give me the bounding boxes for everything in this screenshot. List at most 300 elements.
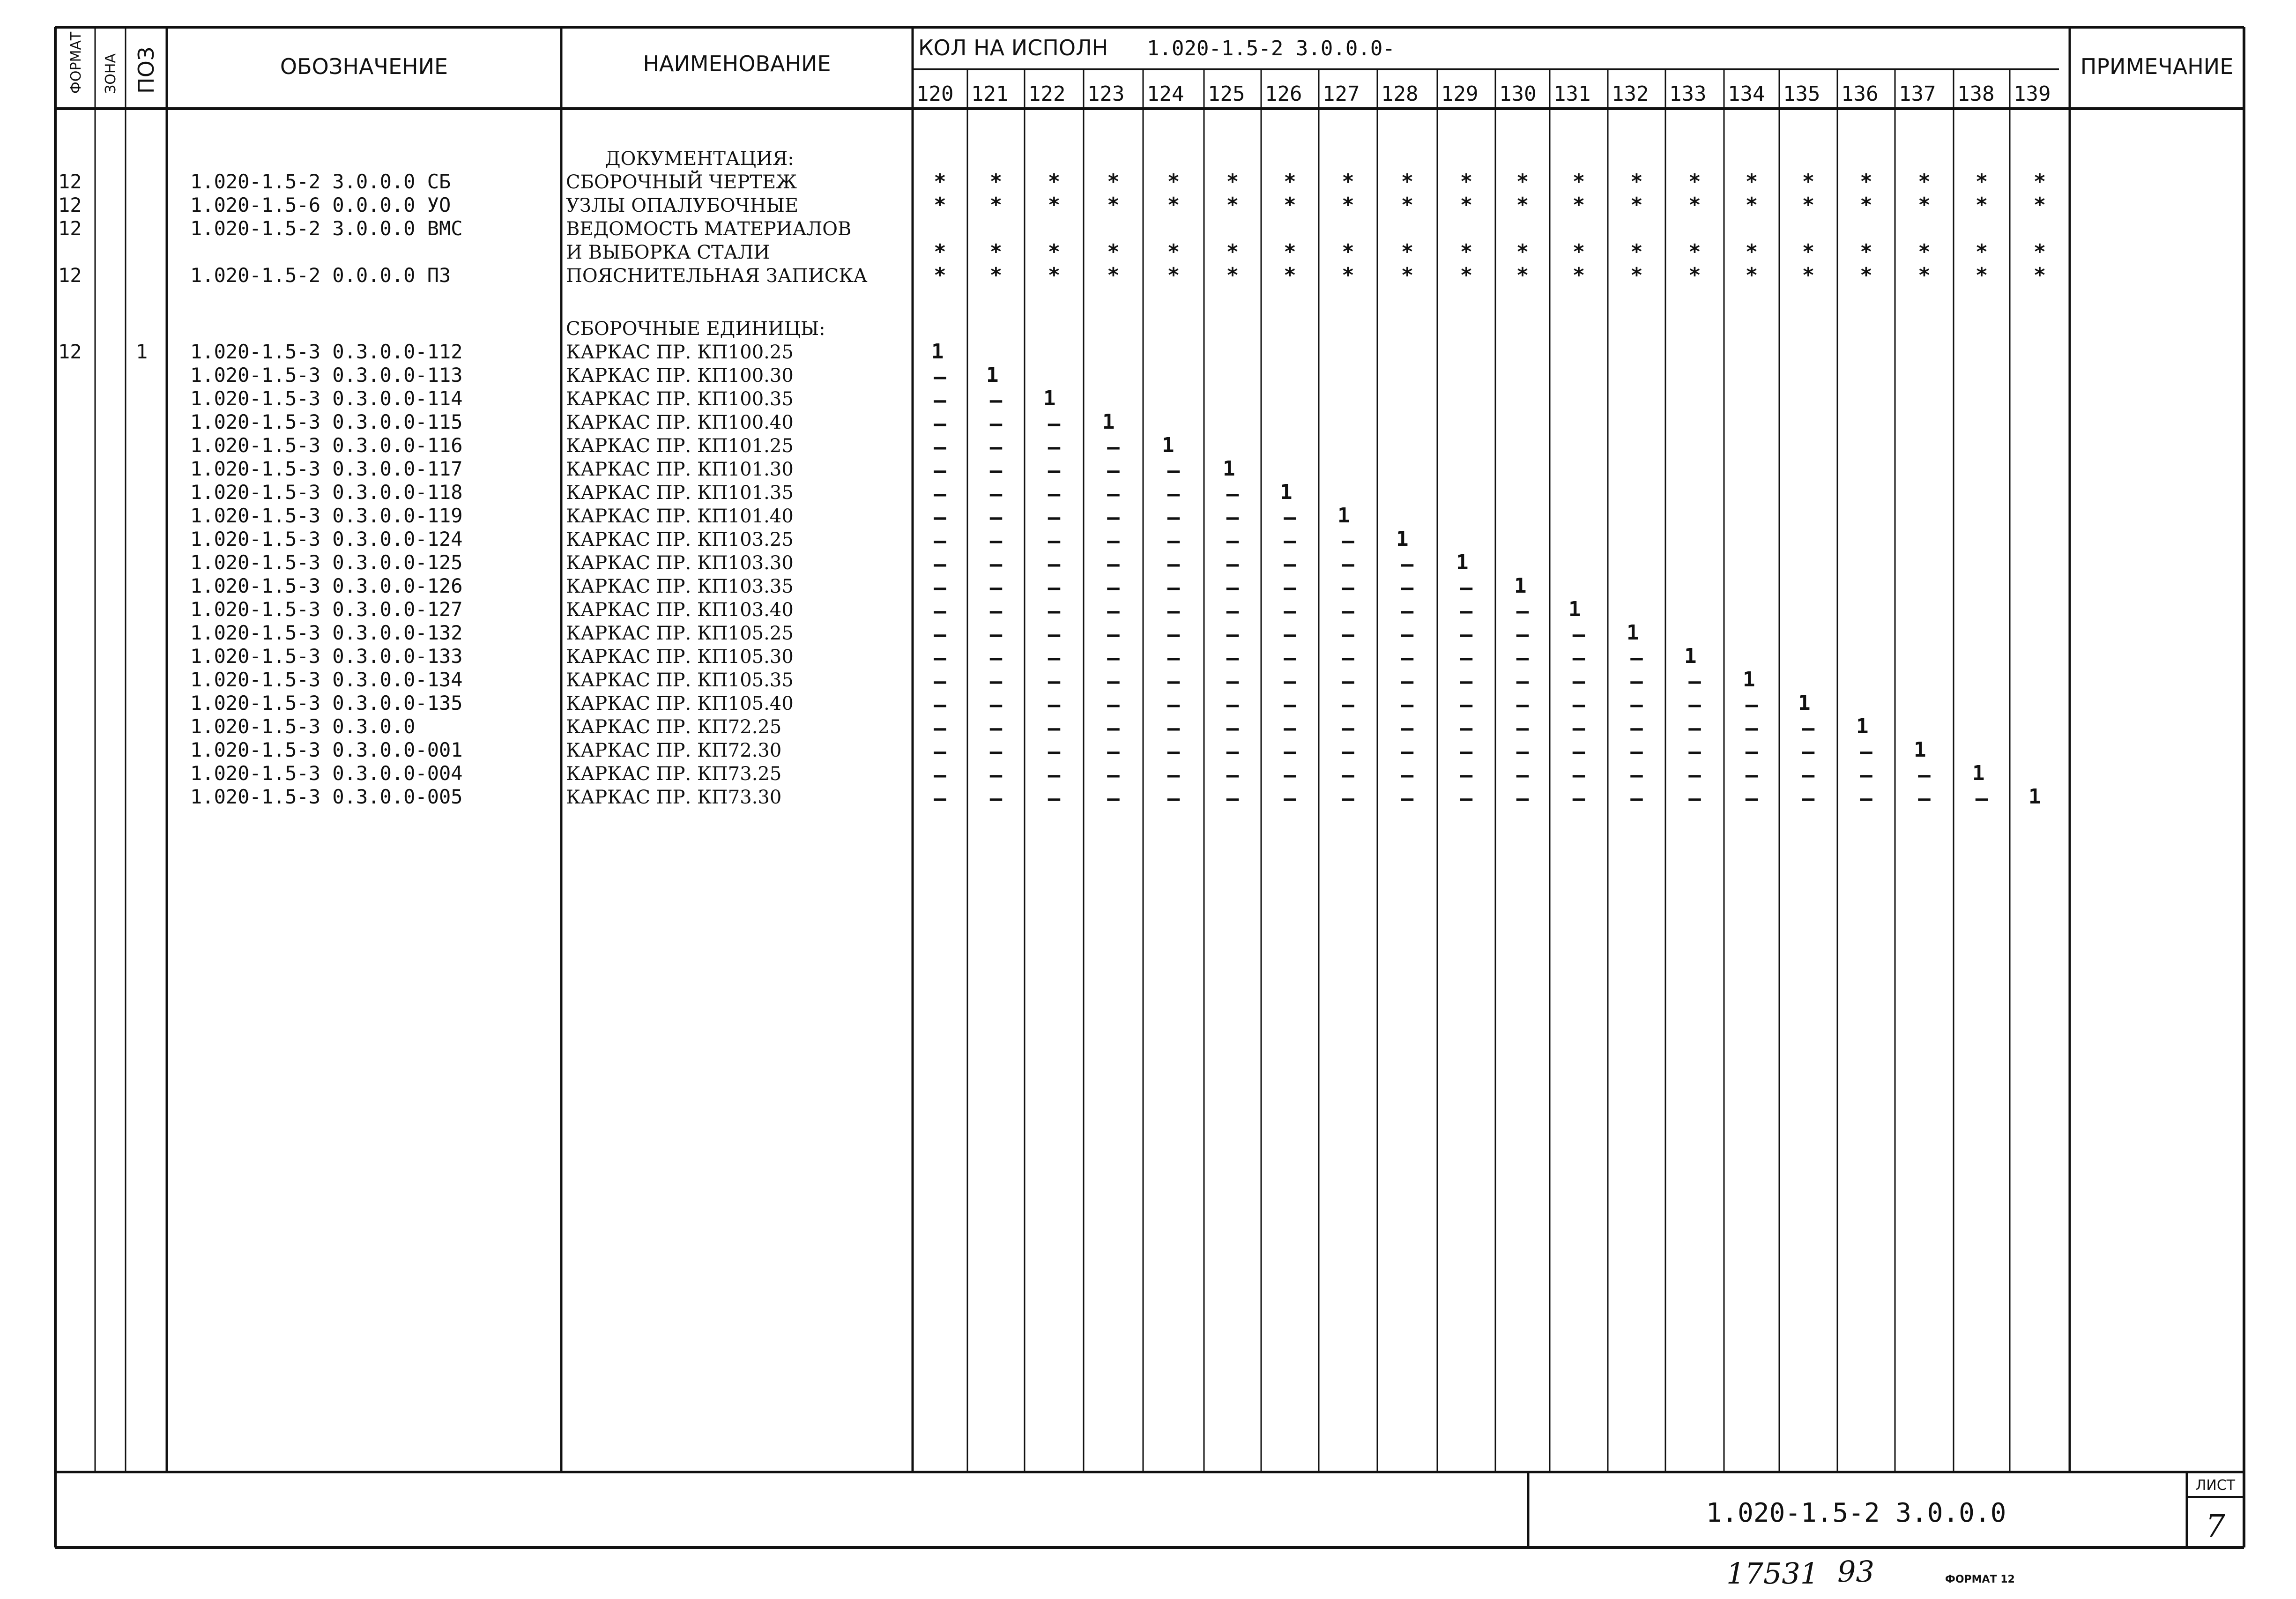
table-row (190, 434, 794, 457)
doc-star-mark: * (1860, 263, 1872, 287)
dash-mark: – (1630, 787, 1643, 811)
row-designation: 1.020-1.5-3 0.3.0.0-117 (190, 457, 463, 480)
quantity-one-mark: 1 (1162, 433, 1174, 457)
table-row (58, 264, 868, 287)
dash-mark: – (1107, 599, 1120, 623)
row-format: 12 (58, 193, 82, 216)
dash-mark: – (1107, 529, 1120, 553)
table-row (190, 481, 794, 504)
dash-mark: – (1107, 646, 1120, 670)
dash-mark: – (1107, 669, 1120, 693)
handwritten-suffix: 93 (1837, 1554, 1874, 1589)
doc-star-mark: * (1107, 240, 1120, 264)
row-name: КАРКАС ПР. КП73.25 (566, 763, 782, 785)
dash-mark: – (1284, 740, 1296, 764)
dash-mark: – (1401, 763, 1414, 787)
doc-star-mark: * (1975, 263, 1988, 287)
doc-star-mark: * (2033, 263, 2046, 287)
variant-column-header: 128 (1381, 82, 1419, 106)
row-designation: 1.020-1.5-2 0.0.0.0 ПЗ (190, 264, 451, 287)
dash-mark: – (934, 576, 946, 600)
table-row (58, 340, 794, 363)
dash-mark: – (1630, 693, 1643, 717)
dash-mark: – (1460, 646, 1473, 670)
doc-star-mark: * (1516, 263, 1529, 287)
dash-mark: – (1284, 552, 1296, 576)
dash-mark: – (1572, 763, 1585, 787)
doc-star-mark: * (1460, 170, 1473, 193)
dash-mark: – (934, 623, 946, 647)
dash-mark: – (1918, 787, 1931, 811)
row-name: КАРКАС ПР. КП105.30 (566, 646, 794, 668)
variants-header: КОЛ НА ИСПОЛН (918, 35, 1108, 60)
doc-star-mark: * (989, 263, 1003, 287)
table-row (190, 528, 794, 550)
dash-mark: – (1630, 669, 1643, 693)
dash-mark: – (1226, 623, 1239, 647)
table-row (190, 621, 794, 644)
variant-column-header: 137 (1899, 82, 1936, 106)
row-name: КАРКАС ПР. КП72.30 (566, 740, 782, 761)
dash-mark: – (934, 669, 946, 693)
doc-star-mark: * (1401, 170, 1414, 193)
quantity-one-mark: 1 (1102, 410, 1115, 434)
doc-star-mark: * (1284, 240, 1296, 264)
table-row (566, 318, 825, 340)
quantity-one-mark: 1 (1223, 457, 1235, 481)
dash-mark: – (1401, 693, 1414, 717)
doc-star-mark: * (1802, 263, 1815, 287)
dash-mark: – (989, 716, 1003, 740)
dash-mark: – (1107, 482, 1120, 506)
dash-mark: – (1226, 552, 1239, 576)
dash-mark: – (1284, 576, 1296, 600)
row-name: КАРКАС ПР. КП103.25 (566, 529, 794, 550)
row-designation: 1.020-1.5-2 3.0.0.0 СБ (190, 170, 451, 193)
variant-column-header: 121 (971, 82, 1009, 106)
dash-mark: – (934, 412, 946, 436)
row-name: КАРКАС ПР. КП103.35 (566, 576, 794, 597)
doc-star-mark: * (1688, 240, 1701, 264)
row-designation: 1.020-1.5-3 0.3.0.0-004 (190, 762, 463, 785)
table-row (566, 242, 770, 263)
variant-column-header: 130 (1499, 82, 1537, 106)
doc-star-mark: * (1048, 193, 1061, 217)
dash-mark: – (934, 365, 946, 389)
dash-mark: – (1167, 599, 1180, 623)
table-row (190, 504, 794, 527)
dash-mark: – (1460, 740, 1473, 764)
dash-mark: – (1167, 482, 1180, 506)
doc-star-mark: * (1401, 263, 1414, 287)
doc-star-mark: * (1630, 170, 1643, 193)
table-row (190, 785, 781, 808)
doc-star-mark: * (1630, 240, 1643, 264)
dash-mark: – (1284, 646, 1296, 670)
dash-mark: – (1802, 740, 1815, 764)
variant-column-header: 135 (1783, 82, 1820, 106)
quantity-one-mark: 1 (1337, 504, 1350, 528)
quantity-one-mark: 1 (1280, 480, 1293, 504)
dash-mark: – (1460, 787, 1473, 811)
dash-mark: – (1048, 529, 1061, 553)
note-column-header: ПРИМЕЧАНИЕ (2080, 54, 2234, 79)
dash-mark: – (1688, 740, 1701, 764)
row-designation: 1.020-1.5-3 0.3.0.0-001 (190, 738, 463, 761)
dash-mark: – (1630, 740, 1643, 764)
dash-mark: – (1342, 763, 1354, 787)
dash-mark: – (1460, 693, 1473, 717)
row-designation: 1.020-1.5-3 0.3.0.0-116 (190, 434, 463, 457)
doc-star-mark: * (1572, 170, 1585, 193)
variant-column-header: 126 (1265, 82, 1302, 106)
dash-mark: – (934, 599, 946, 623)
dash-mark: – (1975, 787, 1988, 811)
dash-mark: – (1688, 787, 1701, 811)
row-designation: 1.020-1.5-3 0.3.0.0-113 (190, 364, 463, 387)
variant-column-header: 123 (1087, 82, 1125, 106)
quantity-one-mark: 1 (1456, 550, 1469, 574)
dash-mark: – (1107, 506, 1120, 529)
dash-mark: – (989, 740, 1003, 764)
doc-star-mark: * (1802, 170, 1815, 193)
quantity-one-mark: 1 (1568, 597, 1581, 621)
row-designation: 1.020-1.5-3 0.3.0.0-126 (190, 574, 463, 597)
dash-mark: – (1342, 693, 1354, 717)
row-designation: 1.020-1.5-3 0.3.0.0 (190, 715, 416, 738)
row-name: КАРКАС ПР. КП72.25 (566, 716, 782, 738)
dash-mark: – (1572, 787, 1585, 811)
variant-quantity-marks (931, 170, 2046, 811)
doc-star-mark: * (1688, 263, 1701, 287)
dash-mark: – (1401, 646, 1414, 670)
quantity-one-mark: 1 (1914, 738, 1926, 762)
quantity-one-mark: 1 (986, 363, 999, 387)
dash-mark: – (1284, 506, 1296, 529)
row-name: КАРКАС ПР. КП105.25 (566, 623, 794, 644)
doc-star-mark: * (1572, 240, 1585, 264)
variant-column-header: 133 (1669, 82, 1707, 106)
doc-star-mark: * (1975, 170, 1988, 193)
dash-mark: – (1745, 740, 1758, 764)
doc-star-mark: * (2033, 170, 2046, 193)
doc-star-mark: * (1107, 263, 1120, 287)
variant-column-header: 122 (1028, 82, 1066, 106)
quantity-one-mark: 1 (931, 340, 944, 364)
dash-mark: – (1516, 646, 1529, 670)
doc-star-mark: * (1630, 263, 1643, 287)
doc-star-mark: * (1048, 263, 1061, 287)
table-row (190, 668, 794, 691)
quantity-one-mark: 1 (1856, 714, 1869, 738)
dash-mark: – (1516, 599, 1529, 623)
doc-star-mark: * (1342, 170, 1354, 193)
dash-mark: – (1226, 529, 1239, 553)
dash-mark: – (1460, 763, 1473, 787)
dash-mark: – (1572, 669, 1585, 693)
doc-star-mark: * (1284, 170, 1296, 193)
dash-mark: – (934, 787, 946, 811)
row-designation: 1.020-1.5-2 3.0.0.0 ВМС (190, 217, 463, 240)
dash-mark: – (934, 646, 946, 670)
dash-mark: – (1688, 669, 1701, 693)
variant-column-header: 120 (916, 82, 954, 106)
dash-mark: – (989, 529, 1003, 553)
dash-mark: – (1048, 623, 1061, 647)
dash-mark: – (1688, 693, 1701, 717)
variant-column-header: 132 (1612, 82, 1649, 106)
doc-star-mark: * (1460, 240, 1473, 264)
doc-star-mark: * (1745, 193, 1758, 217)
doc-star-mark: * (1342, 240, 1354, 264)
doc-star-mark: * (1167, 263, 1180, 287)
dash-mark: – (1745, 787, 1758, 811)
quantity-one-mark: 1 (1396, 527, 1409, 551)
format-note: ФОРМАТ 12 (1945, 1574, 2015, 1585)
doc-star-mark: * (1460, 193, 1473, 217)
section-heading: ДОКУМЕНТАЦИЯ: (605, 148, 794, 170)
dash-mark: – (1342, 669, 1354, 693)
dash-mark: – (989, 552, 1003, 576)
dash-mark: – (1048, 669, 1061, 693)
variant-column-header: 134 (1728, 82, 1765, 106)
doc-star-mark: * (2033, 193, 2046, 217)
row-name: КАРКАС ПР. КП105.35 (566, 669, 794, 691)
doc-star-mark: * (1630, 193, 1643, 217)
doc-star-mark: * (1516, 240, 1529, 264)
dash-mark: – (1167, 669, 1180, 693)
row-designation: 1.020-1.5-3 0.3.0.0-115 (190, 410, 463, 433)
dash-mark: – (1167, 459, 1180, 483)
dash-mark: – (1572, 693, 1585, 717)
dash-mark: – (989, 506, 1003, 529)
dash-mark: – (1401, 599, 1414, 623)
doc-star-mark: * (989, 240, 1003, 264)
dash-mark: – (1048, 763, 1061, 787)
dash-mark: – (1860, 763, 1872, 787)
quantity-one-mark: 1 (1743, 668, 1755, 692)
doc-star-mark: * (1516, 193, 1529, 217)
doc-star-mark: * (1226, 240, 1239, 264)
dash-mark: – (989, 763, 1003, 787)
doc-star-mark: * (1226, 170, 1239, 193)
quantity-one-mark: 1 (2029, 785, 2041, 809)
dash-mark: – (1107, 740, 1120, 764)
dash-mark: – (989, 599, 1003, 623)
dash-mark: – (1107, 716, 1120, 740)
row-designation: 1.020-1.5-3 0.3.0.0-005 (190, 785, 463, 808)
dash-mark: – (1107, 459, 1120, 483)
dash-mark: – (1284, 623, 1296, 647)
dash-mark: – (1107, 576, 1120, 600)
position-column-header: ПОЗ (134, 46, 159, 94)
doc-star-mark: * (1975, 193, 1988, 217)
dash-mark: – (1284, 669, 1296, 693)
title-block-code: 1.020-1.5-2 3.0.0.0 (1706, 1498, 2006, 1528)
row-name: КАРКАС ПР. КП100.40 (566, 412, 794, 433)
doc-star-mark: * (1860, 170, 1872, 193)
dash-mark: – (1342, 787, 1354, 811)
dash-mark: – (1630, 716, 1643, 740)
quantity-one-mark: 1 (1684, 644, 1697, 668)
row-designation: 1.020-1.5-3 0.3.0.0-124 (190, 528, 463, 550)
dash-mark: – (1048, 576, 1061, 600)
row-name: КАРКАС ПР. КП101.25 (566, 435, 794, 457)
dash-mark: – (989, 435, 1003, 459)
dash-mark: – (1048, 693, 1061, 717)
doc-star-mark: * (1460, 263, 1473, 287)
doc-star-mark: * (1048, 240, 1061, 264)
row-name: ПОЯСНИТЕЛЬНАЯ ЗАПИСКА (566, 265, 868, 287)
doc-star-mark: * (1401, 193, 1414, 217)
variant-column-header: 129 (1441, 82, 1479, 106)
dash-mark: – (1802, 716, 1815, 740)
row-name: КАРКАС ПР. КП100.35 (566, 388, 794, 410)
doc-star-mark: * (1802, 240, 1815, 264)
dash-mark: – (989, 388, 1003, 412)
doc-star-mark: * (1284, 263, 1296, 287)
row-name: КАРКАС ПР. КП103.40 (566, 599, 794, 621)
table-row (190, 738, 781, 761)
doc-star-mark: * (1342, 263, 1354, 287)
table-row (190, 574, 794, 597)
dash-mark: – (1516, 787, 1529, 811)
doc-star-mark: * (1860, 240, 1872, 264)
dash-mark: – (1630, 646, 1643, 670)
doc-star-mark: * (1918, 263, 1931, 287)
dash-mark: – (1048, 435, 1061, 459)
table-row (190, 692, 794, 714)
dash-mark: – (1226, 646, 1239, 670)
table-row (58, 170, 797, 193)
dash-mark: – (1167, 693, 1180, 717)
dash-mark: – (1048, 482, 1061, 506)
dash-mark: – (1167, 787, 1180, 811)
dash-mark: – (1048, 787, 1061, 811)
dash-mark: – (1572, 716, 1585, 740)
table-row (605, 148, 794, 170)
doc-star-mark: * (989, 193, 1003, 217)
row-name: СБОРОЧНЫЙ ЧЕРТЕЖ (566, 171, 797, 193)
row-name: КАРКАС ПР. КП101.40 (566, 506, 794, 527)
row-designation: 1.020-1.5-3 0.3.0.0-118 (190, 481, 463, 504)
dash-mark: – (934, 740, 946, 764)
dash-mark: – (1745, 716, 1758, 740)
doc-star-mark: * (1226, 263, 1239, 287)
row-format: 12 (58, 340, 82, 363)
dash-mark: – (1226, 740, 1239, 764)
dash-mark: – (1167, 529, 1180, 553)
dash-mark: – (934, 388, 946, 412)
zone-column-header: ЗОНА (103, 53, 119, 94)
table-row (190, 598, 794, 621)
doc-star-mark: * (1401, 240, 1414, 264)
quantity-one-mark: 1 (1043, 387, 1056, 410)
doc-star-mark: * (1107, 170, 1120, 193)
variant-column-header: 131 (1553, 82, 1591, 106)
dash-mark: – (989, 459, 1003, 483)
dash-mark: – (1107, 623, 1120, 647)
dash-mark: – (1107, 552, 1120, 576)
row-name: КАРКАС ПР. КП101.30 (566, 459, 794, 480)
variants-base-code: 1.020-1.5-2 3.0.0.0- (1147, 37, 1395, 60)
dash-mark: – (1745, 763, 1758, 787)
dash-mark: – (934, 459, 946, 483)
row-name: И ВЫБОРКА СТАЛИ (566, 242, 770, 263)
dash-mark: – (934, 552, 946, 576)
dash-mark: – (989, 482, 1003, 506)
dash-mark: – (1107, 787, 1120, 811)
dash-mark: – (1048, 646, 1061, 670)
dash-mark: – (1284, 787, 1296, 811)
dash-mark: – (989, 693, 1003, 717)
dash-mark: – (989, 669, 1003, 693)
table-row (190, 551, 794, 574)
dash-mark: – (1516, 763, 1529, 787)
doc-star-mark: * (1688, 170, 1701, 193)
dash-mark: – (1342, 599, 1354, 623)
dash-mark: – (1572, 740, 1585, 764)
dash-mark: – (934, 506, 946, 529)
row-designation: 1.020-1.5-3 0.3.0.0-125 (190, 551, 463, 574)
row-name: КАРКАС ПР. КП105.40 (566, 693, 794, 714)
quantity-one-mark: 1 (1798, 691, 1811, 715)
dash-mark: – (1226, 693, 1239, 717)
dash-mark: – (1401, 716, 1414, 740)
dash-mark: – (1572, 623, 1585, 647)
doc-star-mark: * (2033, 240, 2046, 264)
dash-mark: – (1226, 716, 1239, 740)
doc-star-mark: * (1284, 193, 1296, 217)
dash-mark: – (1284, 763, 1296, 787)
dash-mark: – (1226, 576, 1239, 600)
row-format: 12 (58, 217, 82, 240)
dash-mark: – (1167, 506, 1180, 529)
section-heading: СБОРОЧНЫЕ ЕДИНИЦЫ: (566, 318, 825, 340)
row-designation: 1.020-1.5-3 0.3.0.0-132 (190, 621, 463, 644)
dash-mark: – (1342, 646, 1354, 670)
dash-mark: – (1688, 763, 1701, 787)
doc-star-mark: * (1975, 240, 1988, 264)
dash-mark: – (1048, 412, 1061, 436)
dash-mark: – (1401, 740, 1414, 764)
dash-mark: – (934, 693, 946, 717)
doc-star-mark: * (1745, 170, 1758, 193)
doc-star-mark: * (1745, 263, 1758, 287)
doc-star-mark: * (934, 170, 946, 193)
row-designation: 1.020-1.5-3 0.3.0.0-134 (190, 668, 463, 691)
dash-mark: – (1107, 435, 1120, 459)
dash-mark: – (1048, 459, 1061, 483)
doc-star-mark: * (1572, 193, 1585, 217)
doc-star-mark: * (1342, 193, 1354, 217)
dash-mark: – (1745, 693, 1758, 717)
quantity-one-mark: 1 (1627, 621, 1639, 645)
spec-rows (58, 148, 868, 808)
doc-star-mark: * (1918, 240, 1931, 264)
variant-column-header: 139 (2014, 82, 2051, 106)
row-designation: 1.020-1.5-3 0.3.0.0-112 (190, 340, 463, 363)
sheet-label: ЛИСТ (2195, 1477, 2236, 1494)
doc-star-mark: * (934, 263, 946, 287)
dash-mark: – (1342, 529, 1354, 553)
table-row (190, 645, 794, 668)
doc-star-mark: * (1918, 170, 1931, 193)
doc-star-mark: * (1688, 193, 1701, 217)
row-name: КАРКАС ПР. КП100.30 (566, 365, 794, 387)
row-name: КАРКАС ПР. КП101.35 (566, 482, 794, 504)
doc-star-mark: * (934, 240, 946, 264)
